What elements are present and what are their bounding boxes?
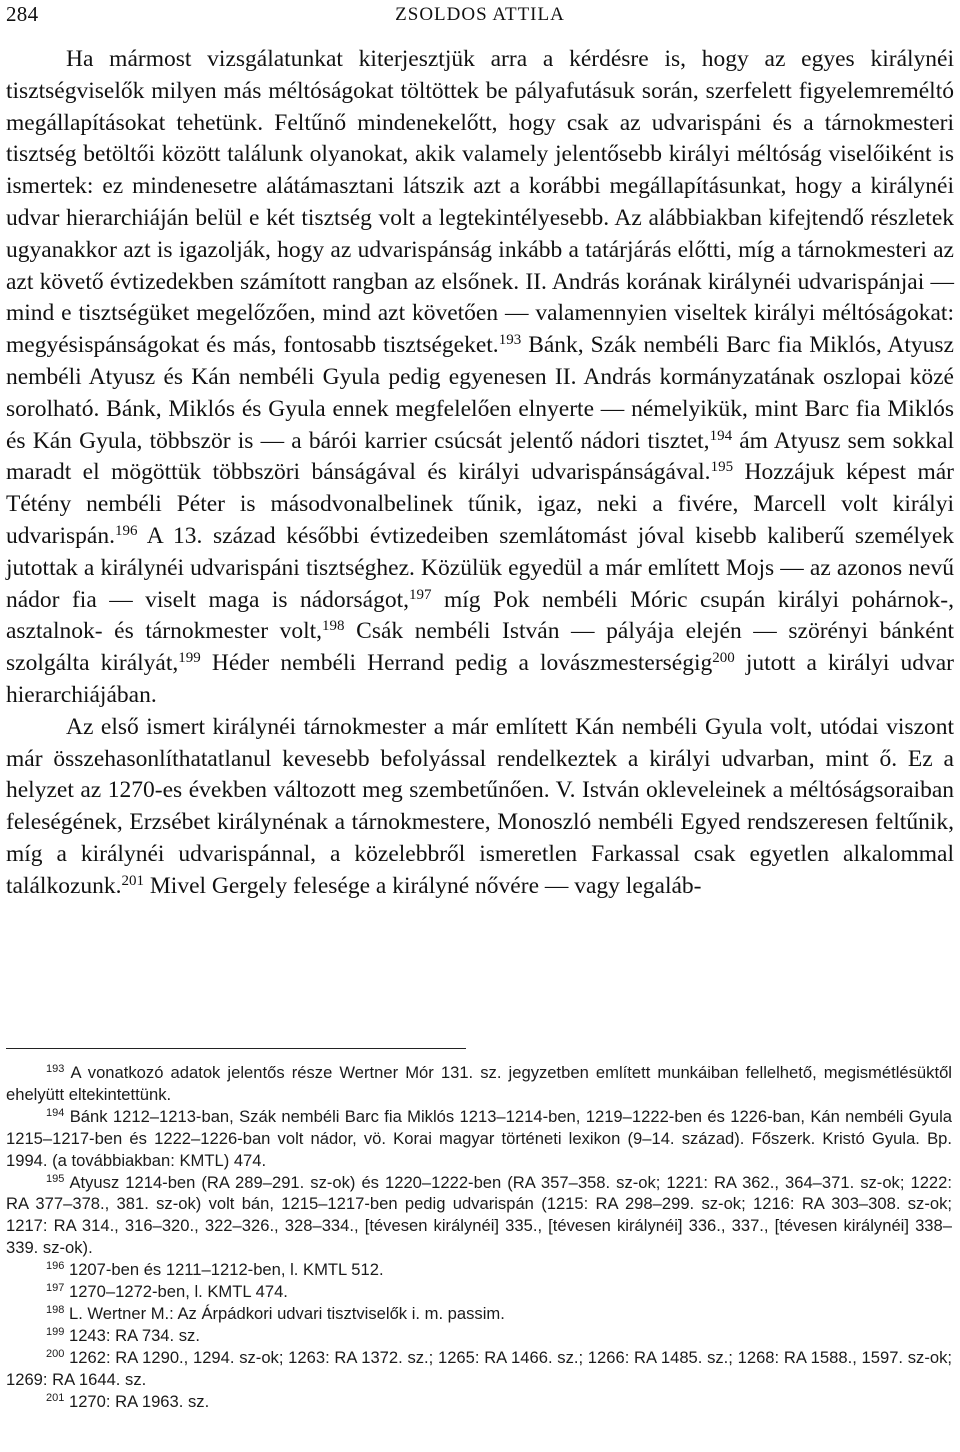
footnote-200 [6,1347,952,1391]
footnote-separator [6,1048,466,1049]
footnote-number: 197 [46,1282,65,1295]
footnote-text: 1262: RA 1290., 1294. sz-ok; 1263: RA 1372. sz.; 1265: RA 1466. sz.; 1266: RA 1485. sz.; 1268: RA 1588., 1597. sz-ok; 1269: RA 1644. sz. [6,1347,952,1389]
text-run: míg Pok nembéli Móric csupán királyi pohárnok-, asztalnok- és tárnokmester volt, [6,586,955,645]
footnote-number: 194 [46,1106,65,1119]
footnote-number: 193 [46,1063,65,1075]
paragraph-2 [6,712,954,903]
footnote-ref: 196 [115,522,138,539]
footnote-ref: 197 [409,586,432,603]
footnote-ref: 201 [121,872,145,889]
footnote-ref: 199 [178,650,201,667]
footnote-number: 200 [46,1347,65,1360]
text-run: A 13. század későbbi évtizedeiben szemlátomást jóval kisebb kaliberű személyek jutottak a királynéi udvarispáni tisztséghez. Közülük egyedül a már említett Mojs — az azonos nevű nádor fia — viselt maga is nádorságot, [6,522,954,613]
footnote-number: 196 [46,1260,65,1273]
text-run: Héder nembéli Herrand pedig a lovászmesterségig [200,650,713,677]
footnote-text: 1243: RA 734. sz. [64,1325,200,1345]
footnote-197 [6,1281,952,1303]
footnote-201 [6,1391,952,1413]
footnote-number: 199 [46,1325,65,1338]
main-text [6,44,954,903]
footnote-195 [6,1172,952,1260]
footnote-text: L. Wertner M.: Az Árpádkori udvari tisztviselők i. m. passim. [64,1303,505,1323]
text-run: Hozzájuk képest már Tétény nembéli Péter is másodvonalbelinek tűnik, igaz, neki a fivére, Marcell volt királyi udvarispán. [6,459,954,549]
footnote-text: Bánk 1212–1213-ban, Szák nembéli Barc fia Miklós 1213–1214-ben, 1219–1222-ben és 1226-ban, Kán nembéli Gyula 1215–1217-ben és 1222–1226-ban volt nádor, vö. Korai magyar történeti lexikon (9–14. század). Főszerk. Kristó Gyula. Bp. 1994. (a továbbiakban: KMTL) 474. [6,1106,952,1170]
footnote-ref: 198 [322,618,345,635]
text-run: Csák nembéli István — pályája elején — szörényi bánként szolgálta királyát, [6,618,954,677]
footnote-ref: 194 [709,427,733,444]
footnote-196 [6,1259,952,1281]
footnote-text: 1270–1272-ben, l. KMTL 474. [64,1282,288,1302]
text-run: Az első ismert királynéi tárnokmester a már említett Kán nembéli Gyula volt, utódai viszont már összehasonlíthatatlanul kevesebb befolyással rendelkeztek a királyi udvarban, mint ő. Ez a helyzet az 1270-es években változott meg szembetűnően. V. István okleveleinek a méltóságsoraiban feleségének, Erzsébet királynénak a tárnokmestere, Monoszló nembéli Egyed rendszeresen feltűnik, míg a királynéi udvarispánnal, a közelebbről ismeretlen Farkassal csak egyetlen alkalommal találkozunk. [6,713,954,899]
paragraph-1 [6,44,954,712]
text-run: jutott a királyi udvar hierarchiájában. [6,650,954,708]
footnote-193 [6,1062,952,1106]
text-run: ám Atyusz sem sokkal maradt el mögöttük többszöri bánságával és királyi udvarispánságával. [6,427,955,486]
footnote-number: 195 [46,1172,65,1185]
footnote-198 [6,1303,952,1325]
footnote-number: 198 [46,1303,65,1316]
running-head: ZSOLDOS ATTILA [395,4,565,25]
footnote-text: 1207-ben és 1211–1212-ben, l. KMTL 512. [64,1260,384,1280]
footnotes [6,1062,952,1413]
text-run: Ha mármost vizsgálatunkat kiterjesztjük arra a kérdésre is, hogy az egyes királynéi tisztségviselők milyen más méltóságokat töltöttek be pályafutásuk során, szerfelett figyelemreméltó megállapításokat tehetünk. Feltűnő mindenekelőtt, hogy csak az udvarispáni és a tárnokmesteri tisztség betöltői között találunk olyanokat, akik valamely jelentősebb királyi méltóság viselőiként is ismertek: ez mindenesetre alátámasztani látszik azt a korábbi megállapításunkat, hogy a királynéi udvar hierarchiáján belül e két tisztség volt a legtekintélyesebb. Az alábbiakban kifejtendő részletek ugyanakkor azt is igazolják, hogy az udvarispánság inkább a tatárjárás előtti, míg a tárnokmesteri az azt követő évtizedekben számított rangban az elsőnek. II. András korának királynéi udvarispánjai — mind e tisztségüket megelőzően, mind azt követően — valamennyien viseltek királyi méltóságokat: megyésispánságokat és más, fontosabb tisztségeket. [6,46,954,359]
page-number: 284 [6,2,39,26]
footnote-text: Atyusz 1214-ben (RA 289–291. sz-ok) és 1220–1222-ben (RA 357–358. sz-ok; 1221: RA 362., 364–371. sz-ok; 1222: RA 377–378., 381. sz-ok) volt bán, 1215–1217-ben pedig udvarispán (1215: RA 298–299. sz-ok; 1216: RA 303–308. sz-ok; 1217: RA 314., 316–320., 322–326., 328–334., [tévesen királynéi] 335., [tévesen királynéi] 336., 337., [tévesen királynéi] 338–339. sz-ok). [6,1172,952,1258]
footnote-199 [6,1325,952,1347]
footnote-number: 201 [46,1391,65,1404]
text-run: Mivel Gergely felesége a királyné nővére — vagy legaláb- [144,872,702,899]
footnote-text: A vonatkozó adatok jelentős része Wertner Mór 131. sz. jegyzetben említett munkáiban fellelhető, megismétlésüktől ehelyütt eltekintettünk. [6,1063,952,1104]
footnote-194 [6,1106,952,1172]
footnote-ref: 200 [712,650,735,667]
footnote-text: 1270: RA 1963. sz. [64,1391,210,1411]
page-header [0,2,960,30]
footnote-ref: 195 [710,459,734,476]
footnote-ref: 193 [498,332,522,349]
text-run: Bánk, Szák nembéli Barc fia Miklós, Atyusz nembéli Atyusz és Kán nembéli Gyula pedig egyenesen II. András kormányzatának oszlopai közé sorolható. Bánk, Miklós és Gyula ennek megfelelően elnyerte — némelyikük, mint Barc fia Miklós és Kán Gyula, többször is — a bárói karrier csúcsát jelentő nádori tisztet, [6,332,954,454]
